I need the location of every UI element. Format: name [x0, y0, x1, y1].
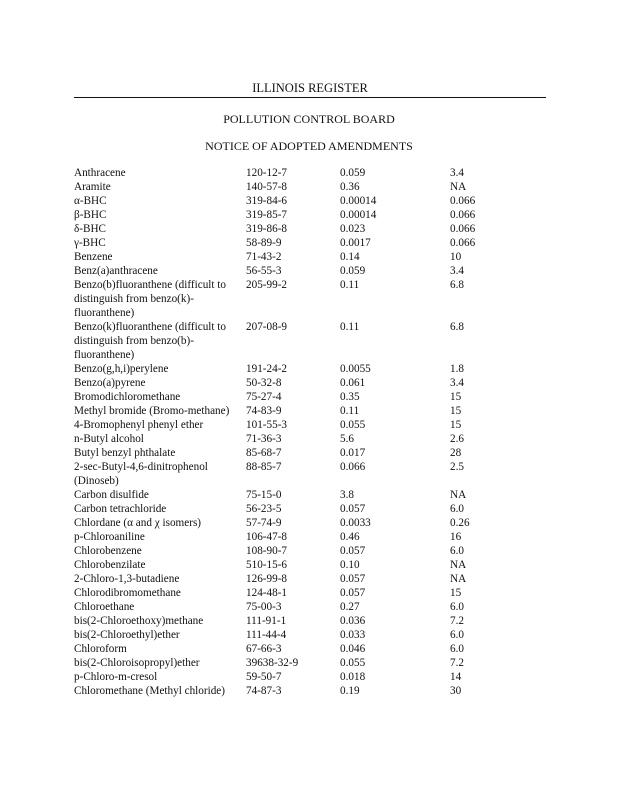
nonwastewater-standard: 15 [450, 405, 462, 417]
wastewater-standard: 0.27 [340, 601, 360, 613]
constituent-name: α-BHC [74, 195, 107, 207]
cas-number: 74-87-3 [246, 685, 282, 697]
constituent-name: Benz(a)anthracene [74, 265, 158, 277]
constituent-name: n-Butyl alcohol [74, 433, 144, 445]
nonwastewater-standard: 6.8 [450, 279, 464, 291]
cas-number: 88-85-7 [246, 461, 282, 473]
wastewater-standard: 0.017 [340, 447, 366, 459]
board-title: POLLUTION CONTROL BOARD [223, 112, 395, 126]
nonwastewater-standard: 3.4 [450, 265, 464, 277]
constituent-name: γ-BHC [74, 237, 106, 249]
cas-number: 120-12-7 [246, 167, 288, 179]
wastewater-standard: 0.055 [340, 657, 366, 669]
nonwastewater-standard: NA [450, 489, 467, 501]
wastewater-standard: 0.066 [340, 461, 366, 473]
nonwastewater-standard: 6.0 [450, 545, 464, 557]
constituent-name: Benzo(g,h,i)perylene [74, 363, 169, 375]
cas-number: 67-66-3 [246, 643, 282, 655]
constituent-name: Chloroethane [74, 601, 135, 613]
constituent-name: Chlordane (α and χ isomers) [74, 517, 202, 529]
cas-number: 59-50-7 [246, 671, 282, 683]
register-header: ILLINOIS REGISTER [74, 80, 546, 98]
nonwastewater-standard: NA [450, 181, 467, 193]
wastewater-standard: 0.19 [340, 685, 360, 697]
cas-number: 510-15-6 [246, 559, 288, 571]
constituent-name: 2-sec-Butyl-4,6-dinitrophenol (Dinoseb) [74, 461, 208, 487]
constituent-table [74, 166, 544, 698]
table-row [74, 656, 544, 670]
table-row [74, 572, 544, 586]
constituent-name: p-Chloroaniline [74, 531, 145, 543]
cas-number: 75-15-0 [246, 489, 282, 501]
wastewater-standard: 0.018 [340, 671, 366, 683]
nonwastewater-standard: 10 [450, 251, 462, 263]
nonwastewater-standard: 6.0 [450, 643, 464, 655]
constituent-name: Benzene [74, 251, 113, 263]
wastewater-standard: 0.046 [340, 643, 366, 655]
nonwastewater-standard: 15 [450, 391, 462, 403]
constituent-name: 4-Bromophenyl phenyl ether [74, 419, 204, 431]
constituent-name: Chlorodibromomethane [74, 587, 181, 599]
cas-number: 75-27-4 [246, 391, 282, 403]
table-row [74, 670, 544, 684]
nonwastewater-standard: 15 [450, 587, 462, 599]
wastewater-standard: 5.6 [340, 433, 354, 445]
cas-number: 205-99-2 [246, 279, 288, 291]
constituent-name: 2-Chloro-1,3-butadiene [74, 573, 180, 585]
table-row [74, 222, 544, 236]
wastewater-standard: 0.46 [340, 531, 360, 543]
nonwastewater-standard: 3.4 [450, 167, 464, 179]
wastewater-standard: 0.36 [340, 181, 360, 193]
table-row [74, 502, 544, 516]
wastewater-standard: 0.0055 [340, 363, 371, 375]
nonwastewater-standard: 0.066 [450, 195, 476, 207]
wastewater-standard: 3.8 [340, 489, 354, 501]
cas-number: 74-83-9 [246, 405, 282, 417]
constituent-name: β-BHC [74, 209, 107, 221]
table-row [74, 684, 544, 698]
table-row [74, 488, 544, 502]
cas-number: 319-86-8 [246, 223, 288, 235]
wastewater-standard: 0.055 [340, 419, 366, 431]
cas-number: 108-90-7 [246, 545, 288, 557]
cas-number: 56-23-5 [246, 503, 282, 515]
nonwastewater-standard: NA [450, 559, 467, 571]
cas-number: 71-43-2 [246, 251, 282, 263]
wastewater-standard: 0.057 [340, 545, 366, 557]
wastewater-standard: 0.033 [340, 629, 366, 641]
nonwastewater-standard: 16 [450, 531, 462, 543]
cas-number: 319-85-7 [246, 209, 288, 221]
constituent-name: Benzo(k)fluoranthene (difficult to distinguish from benzo(b)-fluoranthene) [74, 321, 227, 361]
cas-number: 101-55-3 [246, 419, 288, 431]
nonwastewater-standard: 14 [450, 671, 462, 683]
nonwastewater-standard: 6.0 [450, 629, 464, 641]
nonwastewater-standard: 6.0 [450, 601, 464, 613]
table-row [74, 642, 544, 656]
wastewater-standard: 0.11 [340, 279, 360, 291]
constituent-name: Bromodichloromethane [74, 391, 181, 403]
table-row [74, 166, 544, 180]
wastewater-standard: 0.036 [340, 615, 366, 627]
nonwastewater-standard: 2.6 [450, 433, 464, 445]
table-row [74, 180, 544, 194]
constituent-name: Carbon tetrachloride [74, 503, 167, 515]
cas-number: 50-32-8 [246, 377, 282, 389]
table-row [74, 418, 544, 432]
constituent-name: δ-BHC [74, 223, 107, 235]
wastewater-standard: 0.11 [340, 321, 360, 333]
cas-number: 85-68-7 [246, 447, 282, 459]
constituent-name: bis(2-Chloroisopropyl)ether [74, 657, 200, 669]
cas-number: 111-44-4 [246, 629, 287, 641]
nonwastewater-standard: 15 [450, 419, 462, 431]
table-row [74, 558, 544, 572]
nonwastewater-standard: 3.4 [450, 377, 464, 389]
wastewater-standard: 0.059 [340, 167, 366, 179]
wastewater-standard: 0.057 [340, 587, 366, 599]
table-row [74, 208, 544, 222]
nonwastewater-standard: 1.8 [450, 363, 464, 375]
cas-number: 126-99-8 [246, 573, 288, 585]
constituent-name: Chloromethane (Methyl chloride) [74, 685, 225, 697]
nonwastewater-standard: 7.2 [450, 615, 464, 627]
table-row [74, 544, 544, 558]
table-row [74, 376, 544, 390]
wastewater-standard: 0.059 [340, 265, 366, 277]
table-row [74, 278, 544, 320]
table-row [74, 460, 544, 488]
nonwastewater-standard: 28 [450, 447, 462, 459]
wastewater-standard: 0.0017 [340, 237, 371, 249]
table-row [74, 530, 544, 544]
cas-number: 140-57-8 [246, 181, 288, 193]
constituent-name: Butyl benzyl phthalate [74, 447, 176, 459]
wastewater-standard: 0.0033 [340, 517, 371, 529]
wastewater-standard: 0.14 [340, 251, 360, 263]
wastewater-standard: 0.00014 [340, 209, 377, 221]
table-row [74, 446, 544, 460]
table-row [74, 390, 544, 404]
nonwastewater-standard: 30 [450, 685, 462, 697]
constituent-name: Chlorobenzene [74, 545, 142, 557]
notice-title: NOTICE OF ADOPTED AMENDMENTS [205, 139, 413, 153]
cas-number: 75-00-3 [246, 601, 282, 613]
table-row [74, 250, 544, 264]
cas-number: 56-55-3 [246, 265, 282, 277]
cas-number: 191-24-2 [246, 363, 288, 375]
cas-number: 71-36-3 [246, 433, 282, 445]
constituent-name: Anthracene [74, 167, 126, 179]
wastewater-standard: 0.023 [340, 223, 366, 235]
table-row [74, 264, 544, 278]
cas-number: 58-89-9 [246, 237, 282, 249]
wastewater-standard: 0.057 [340, 573, 366, 585]
wastewater-standard: 0.10 [340, 559, 360, 571]
table-row [74, 628, 544, 642]
nonwastewater-standard: NA [450, 573, 467, 585]
cas-number: 39638-32-9 [246, 657, 299, 669]
cas-number: 57-74-9 [246, 517, 282, 529]
constituent-name: Benzo(b)fluoranthene (difficult to distinguish from benzo(k)-fluoranthene) [74, 279, 227, 319]
nonwastewater-standard: 0.066 [450, 237, 476, 249]
nonwastewater-standard: 7.2 [450, 657, 464, 669]
nonwastewater-standard: 0.066 [450, 223, 476, 235]
table-row [74, 194, 544, 208]
constituent-name: Aramite [74, 181, 111, 193]
table-row [74, 586, 544, 600]
nonwastewater-standard: 0.066 [450, 209, 476, 221]
table-row [74, 516, 544, 530]
constituent-name: bis(2-Chloroethyl)ether [74, 629, 180, 641]
wastewater-standard: 0.11 [340, 405, 360, 417]
nonwastewater-standard: 6.8 [450, 321, 464, 333]
constituent-name: bis(2-Chloroethoxy)methane [74, 615, 204, 627]
nonwastewater-standard: 0.26 [450, 517, 470, 529]
table-row [74, 236, 544, 250]
table-row [74, 432, 544, 446]
cas-number: 207-08-9 [246, 321, 288, 333]
cas-number: 106-47-8 [246, 531, 288, 543]
constituent-name: Carbon disulfide [74, 489, 149, 501]
cas-number: 319-84-6 [246, 195, 288, 207]
nonwastewater-standard: 2.5 [450, 461, 464, 473]
nonwastewater-standard: 6.0 [450, 503, 464, 515]
table-row [74, 404, 544, 418]
cas-number: 124-48-1 [246, 587, 288, 599]
table-row [74, 320, 544, 362]
table-row [74, 362, 544, 376]
constituent-name: p-Chloro-m-cresol [74, 671, 158, 683]
constituent-name: Methyl bromide (Bromo-methane) [74, 405, 230, 417]
constituent-name: Chloroform [74, 643, 127, 655]
wastewater-standard: 0.061 [340, 377, 366, 389]
table-row [74, 614, 544, 628]
wastewater-standard: 0.057 [340, 503, 366, 515]
wastewater-standard: 0.00014 [340, 195, 377, 207]
cas-number: 111-91-1 [246, 615, 287, 627]
wastewater-standard: 0.35 [340, 391, 360, 403]
constituent-name: Benzo(a)pyrene [74, 377, 146, 389]
table-row [74, 600, 544, 614]
constituent-name: Chlorobenzilate [74, 559, 146, 571]
